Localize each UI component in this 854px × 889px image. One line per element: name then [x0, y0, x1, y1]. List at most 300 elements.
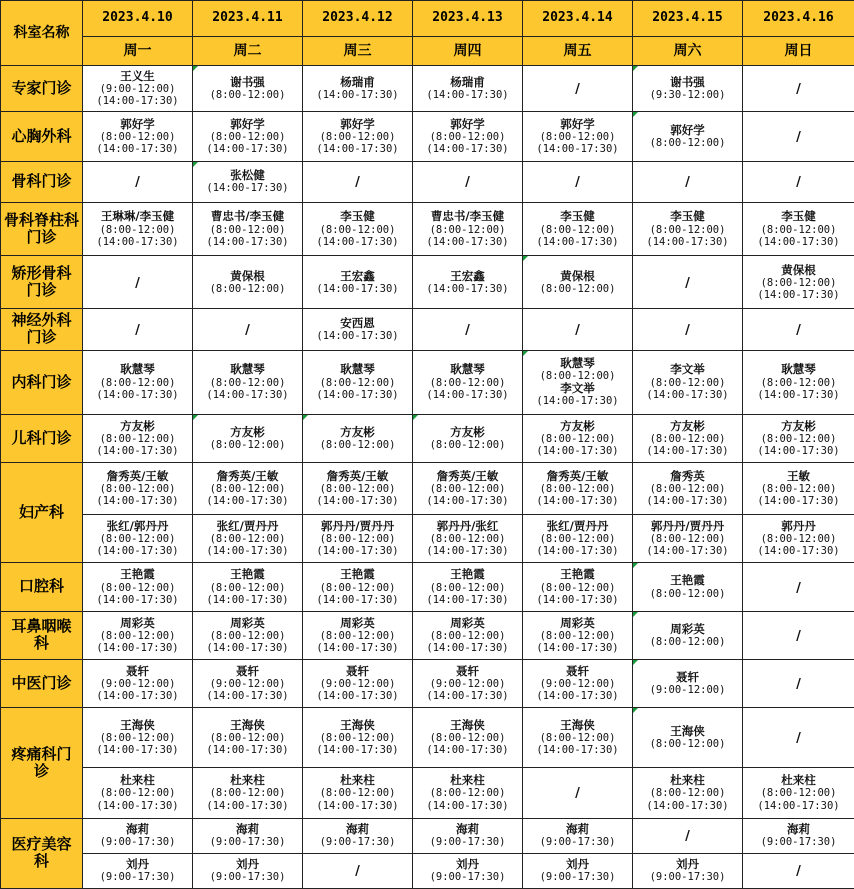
doctor-name: 黄保根	[230, 268, 265, 283]
schedule-cell	[193, 659, 303, 707]
dept-name-text: 医疗美容科	[11, 835, 72, 871]
doctor-name: 海莉	[566, 821, 589, 836]
time-slot: (14:00-17:30)	[206, 690, 289, 703]
time-slot: (8:00-12:00)	[99, 732, 176, 745]
date-header: 2023.4.14	[523, 1, 633, 37]
time-slot: (14:00-17:30)	[757, 388, 840, 401]
schedule-row	[1, 66, 854, 112]
time-slot: (8:00-12:00)	[760, 483, 837, 496]
doctor-name: 张红/贾丹丹	[216, 519, 279, 534]
schedule-row	[1, 112, 854, 161]
schedule-cell	[523, 202, 633, 255]
time-slot: (14:00-17:30)	[96, 641, 179, 654]
time-slot: (9:00-17:30)	[539, 871, 616, 884]
doctor-name: 杜来柱	[781, 773, 816, 788]
schedule-cell	[193, 256, 303, 309]
schedule-cell	[193, 611, 303, 659]
dept-name	[1, 708, 83, 818]
dept-name: 心胸外科	[1, 112, 83, 161]
empty-slot-slash: /	[135, 275, 140, 291]
schedule-cell	[743, 818, 854, 853]
schedule-cell	[193, 853, 303, 888]
time-slot: (8:00-12:00)	[319, 629, 396, 642]
schedule-cell	[413, 202, 523, 255]
time-slot: (8:00-12:00)	[99, 223, 176, 236]
schedule-cell	[633, 350, 743, 414]
doctor-name: 方友彬	[560, 418, 595, 433]
time-slot: (14:00-17:30)	[536, 641, 619, 654]
schedule-cell	[193, 708, 303, 768]
time-slot: (14:00-17:30)	[536, 593, 619, 606]
schedule-body	[1, 1, 854, 889]
time-slot: (14:00-17:30)	[426, 235, 509, 248]
doctor-name: 聂轩	[236, 663, 259, 678]
time-slot: (14:00-17:30)	[426, 690, 509, 703]
doctor-name: 詹秀英/王敏	[326, 468, 389, 483]
schedule-cell	[413, 818, 523, 853]
schedule-row	[1, 563, 854, 611]
time-slot: (14:00-17:30)	[316, 282, 399, 295]
time-slot: (14:00-17:30)	[646, 388, 729, 401]
schedule-cell	[743, 463, 854, 515]
schedule-cell	[413, 515, 523, 563]
empty-slot-slash: /	[796, 175, 801, 191]
empty-slot-slash: /	[245, 322, 250, 338]
doctor-name: 王艳霞	[560, 567, 595, 582]
time-slot: (14:00-17:30)	[96, 95, 179, 108]
doctor-name: 杜来柱	[230, 773, 265, 788]
time-slot: (8:00-12:00)	[649, 533, 726, 546]
doctor-name: 黄保根	[560, 268, 595, 283]
schedule-cell	[413, 611, 523, 659]
schedule-cell	[523, 515, 633, 563]
time-slot: (14:00-17:30)	[536, 445, 619, 457]
schedule-cell	[743, 350, 854, 414]
schedule-cell	[523, 659, 633, 707]
weekday-header: 周三	[303, 37, 413, 66]
time-slot: (14:00-17:30)	[316, 641, 399, 654]
time-slot: (8:00-12:00)	[319, 376, 396, 389]
schedule-row	[1, 463, 854, 515]
date-header: 2023.4.16	[743, 1, 854, 37]
time-slot: (8:00-12:00)	[429, 581, 506, 594]
time-slot: (8:00-12:00)	[99, 483, 176, 496]
dept-name: 中医门诊	[1, 659, 83, 707]
doctor-name: 方友彬	[670, 418, 705, 433]
dept-name	[1, 818, 83, 888]
time-slot: (8:00-12:00)	[539, 282, 616, 295]
time-slot: (8:00-12:00)	[429, 629, 506, 642]
doctor-name: 杨瑞甫	[340, 75, 375, 90]
schedule-cell	[633, 256, 743, 309]
schedule-row	[1, 659, 854, 707]
time-slot: (8:00-12:00)	[319, 533, 396, 546]
schedule-cell	[83, 161, 193, 202]
schedule-cell	[83, 414, 193, 462]
schedule-cell	[523, 161, 633, 202]
time-slot: (8:00-12:00)	[429, 223, 506, 236]
schedule-cell	[523, 853, 633, 888]
time-slot: (14:00-17:30)	[536, 395, 619, 408]
schedule-cell	[633, 161, 743, 202]
dept-header: 科室名称	[1, 1, 83, 66]
doctor-name: 耿慧琴	[230, 362, 265, 377]
doctor-name: 谢书强	[230, 75, 265, 90]
doctor-name: 杜来柱	[120, 773, 155, 788]
weekday-header: 周四	[413, 37, 523, 66]
doctor-name: 詹秀英/王敏	[546, 468, 609, 483]
time-slot: (8:00-12:00)	[649, 432, 726, 445]
time-slot: (14:00-17:30)	[426, 641, 509, 654]
schedule-cell	[193, 66, 303, 112]
time-slot: (14:00-17:30)	[757, 235, 840, 248]
schedule-cell	[303, 350, 413, 414]
time-slot: (14:00-17:30)	[206, 799, 289, 812]
date-header: 2023.4.15	[633, 1, 743, 37]
doctor-name: 詹秀英	[670, 468, 705, 483]
schedule-row	[1, 161, 854, 202]
time-slot: (8:00-12:00)	[539, 370, 616, 383]
time-slot: (8:00-12:00)	[319, 438, 396, 451]
doctor-name: 李玉健	[781, 209, 816, 224]
weekday-header: 周六	[633, 37, 743, 66]
time-slot: (14:00-17:30)	[206, 388, 289, 401]
schedule-cell	[523, 708, 633, 768]
doctor-name: 李文举	[560, 381, 595, 396]
schedule-cell	[193, 463, 303, 515]
doctor-name: 耿慧琴	[340, 362, 375, 377]
schedule-cell	[83, 66, 193, 112]
schedule-cell	[83, 202, 193, 255]
schedule-cell	[303, 112, 413, 161]
time-slot: (14:00-17:30)	[316, 235, 399, 248]
time-slot: (14:00-17:30)	[96, 593, 179, 606]
time-slot: (14:00-17:30)	[206, 593, 289, 606]
schedule-cell	[523, 309, 633, 350]
doctor-name: 郭好学	[230, 116, 265, 131]
schedule-cell	[743, 853, 854, 888]
schedule-cell	[303, 256, 413, 309]
doctor-name: 方友彬	[340, 424, 375, 439]
empty-slot-slash: /	[796, 82, 801, 98]
schedule-cell	[83, 659, 193, 707]
schedule-cell	[83, 708, 193, 768]
time-slot: (9:00-17:30)	[760, 836, 837, 849]
time-slot: (8:00-12:00)	[99, 376, 176, 389]
time-slot: (14:00-17:30)	[426, 744, 509, 757]
schedule-cell	[303, 515, 413, 563]
time-slot: (9:00-12:00)	[429, 677, 506, 690]
time-slot: (14:00-17:30)	[316, 744, 399, 757]
dept-name-text: 矫形骨科门诊	[11, 263, 72, 300]
time-slot: (14:00-17:30)	[316, 495, 399, 508]
schedule-cell	[303, 708, 413, 768]
time-slot: (8:00-12:00)	[539, 223, 616, 236]
schedule-cell	[303, 611, 413, 659]
time-slot: (8:00-12:00)	[319, 483, 396, 496]
schedule-cell	[523, 112, 633, 161]
doctor-name: 谢书强	[670, 75, 705, 90]
schedule-cell	[83, 563, 193, 611]
time-slot: (8:00-12:00)	[649, 483, 726, 496]
doctor-name: 海莉	[787, 821, 810, 836]
doctor-name: 聂轩	[676, 669, 699, 684]
empty-slot-slash: /	[135, 322, 140, 338]
doctor-name: 王海侠	[560, 718, 595, 732]
schedule-cell	[413, 853, 523, 888]
time-slot: (8:00-12:00)	[429, 533, 506, 546]
empty-slot-slash: /	[685, 322, 690, 338]
doctor-name: 郭好学	[450, 116, 485, 131]
time-slot: (9:00-17:30)	[649, 871, 726, 884]
doctor-name: 聂轩	[346, 663, 369, 678]
schedule-cell	[523, 256, 633, 309]
time-slot: (14:00-17:30)	[757, 545, 840, 558]
time-slot: (8:00-12:00)	[319, 732, 396, 745]
schedule-cell	[633, 309, 743, 350]
empty-slot-slash: /	[685, 275, 690, 291]
dept-name: 内科门诊	[1, 350, 83, 414]
empty-slot-slash: /	[796, 628, 801, 644]
time-slot: (14:00-17:30)	[96, 388, 179, 401]
time-slot: (9:00-17:30)	[429, 836, 506, 849]
schedule-cell	[83, 818, 193, 853]
weekday-header: 周二	[193, 37, 303, 66]
time-slot: (9:00-12:00)	[99, 677, 176, 690]
schedule-cell	[633, 818, 743, 853]
schedule-cell	[83, 256, 193, 309]
doctor-name: 张红/贾丹丹	[546, 519, 609, 534]
schedule-cell	[743, 611, 854, 659]
time-slot: (9:00-12:00)	[539, 677, 616, 690]
time-slot: (8:00-12:00)	[539, 533, 616, 546]
time-slot: (8:00-12:00)	[649, 587, 726, 600]
doctor-name: 曹忠书/李玉健	[430, 209, 505, 224]
schedule-cell	[193, 768, 303, 818]
schedule-cell	[633, 853, 743, 888]
schedule-cell	[413, 708, 523, 768]
schedule-cell	[303, 309, 413, 350]
doctor-name: 王海侠	[450, 718, 485, 732]
doctor-name: 曹忠书/李玉健	[210, 209, 285, 224]
time-slot: (14:00-17:30)	[757, 445, 840, 457]
schedule-row	[1, 350, 854, 414]
time-slot: (14:00-17:30)	[206, 744, 289, 757]
time-slot: (14:00-17:30)	[536, 235, 619, 248]
dept-name	[1, 309, 83, 350]
doctor-name: 詹秀英/王敏	[436, 468, 499, 483]
schedule-cell	[633, 202, 743, 255]
doctor-name: 刘丹	[566, 857, 589, 872]
empty-slot-slash: /	[575, 786, 580, 802]
doctor-name: 李玉健	[560, 209, 595, 224]
time-slot: (8:00-12:00)	[99, 787, 176, 800]
doctor-name: 耿慧琴	[120, 362, 155, 377]
time-slot: (8:00-12:00)	[760, 533, 837, 546]
time-slot: (8:00-12:00)	[539, 629, 616, 642]
header-date-row	[1, 1, 854, 37]
time-slot: (14:00-17:30)	[96, 495, 179, 508]
schedule-cell	[633, 563, 743, 611]
doctor-name: 耿慧琴	[781, 362, 816, 377]
doctor-name: 王敏	[787, 468, 810, 483]
dept-name-text: 神经外科门诊	[11, 311, 72, 347]
time-slot: (14:00-17:30)	[316, 330, 399, 342]
weekday-header: 周五	[523, 37, 633, 66]
schedule-cell	[743, 112, 854, 161]
time-slot: (8:00-12:00)	[760, 376, 837, 389]
time-slot: (8:00-12:00)	[209, 581, 286, 594]
doctor-name: 郭丹丹/张红	[436, 519, 499, 534]
doctor-name: 周彩英	[120, 615, 155, 630]
schedule-cell	[743, 202, 854, 255]
doctor-name: 刘丹	[456, 857, 479, 872]
doctor-name: 杜来柱	[450, 773, 485, 788]
time-slot: (8:00-12:00)	[209, 732, 286, 745]
time-slot: (9:00-12:00)	[649, 684, 726, 697]
schedule-cell	[413, 463, 523, 515]
time-slot: (8:00-12:00)	[429, 483, 506, 496]
empty-slot-slash: /	[575, 82, 580, 98]
time-slot: (9:00-17:30)	[99, 836, 176, 849]
schedule-cell	[523, 66, 633, 112]
doctor-name: 海莉	[456, 821, 479, 836]
schedule-cell	[303, 768, 413, 818]
doctor-name: 李文举	[670, 362, 705, 377]
empty-slot-slash: /	[796, 580, 801, 596]
doctor-name: 詹秀英/王敏	[216, 468, 279, 483]
time-slot: (8:00-12:00)	[429, 732, 506, 745]
schedule-cell	[633, 611, 743, 659]
time-slot: (8:00-12:00)	[319, 131, 396, 144]
time-slot: (8:00-12:00)	[539, 432, 616, 445]
doctor-name: 郭丹丹/贾丹丹	[320, 519, 395, 534]
schedule-cell	[743, 309, 854, 350]
schedule-cell	[633, 708, 743, 768]
schedule-cell	[193, 350, 303, 414]
schedule-cell	[743, 414, 854, 462]
doctor-name: 王宏鑫	[450, 268, 485, 283]
time-slot: (8:00-12:00)	[539, 581, 616, 594]
time-slot: (14:00-17:30)	[206, 495, 289, 508]
doctor-name: 王宏鑫	[340, 268, 375, 283]
doctor-name: 郭丹丹/贾丹丹	[650, 519, 725, 534]
schedule-cell	[303, 818, 413, 853]
time-slot: (8:00-12:00)	[99, 131, 176, 144]
doctor-name: 杜来柱	[670, 773, 705, 788]
dept-name: 口腔科	[1, 563, 83, 611]
schedule-cell	[523, 611, 633, 659]
schedule-cell	[193, 309, 303, 350]
time-slot: (9:00-17:30)	[209, 871, 286, 884]
time-slot: (8:00-12:00)	[649, 137, 726, 150]
time-slot: (8:00-12:00)	[539, 131, 616, 144]
time-slot: (8:00-12:00)	[99, 533, 176, 546]
schedule-cell	[633, 515, 743, 563]
time-slot: (9:00-17:30)	[539, 836, 616, 849]
schedule-cell	[413, 112, 523, 161]
weekday-header: 周一	[83, 37, 193, 66]
schedule-cell	[413, 161, 523, 202]
time-slot: (14:00-17:30)	[96, 545, 179, 558]
doctor-name: 詹秀英/王敏	[106, 468, 169, 483]
dept-name-text: 疼痛科门诊	[11, 744, 72, 780]
header-weekday-row	[1, 37, 854, 66]
time-slot: (8:00-12:00)	[760, 787, 837, 800]
doctor-name: 郭好学	[670, 122, 705, 137]
empty-slot-slash: /	[685, 175, 690, 191]
time-slot: (14:00-17:30)	[316, 799, 399, 812]
doctor-name: 刘丹	[676, 857, 699, 872]
doctor-name: 王海侠	[340, 718, 375, 732]
time-slot: (8:00-12:00)	[99, 581, 176, 594]
schedule-row	[1, 708, 854, 768]
time-slot: (8:00-12:00)	[539, 483, 616, 496]
schedule-row	[1, 853, 854, 888]
dept-name: 妇产科	[1, 463, 83, 563]
schedule-cell	[83, 463, 193, 515]
time-slot: (8:00-12:00)	[760, 223, 837, 236]
doctor-name: 安西恩	[340, 315, 375, 330]
doctor-name: 黄保根	[781, 262, 816, 277]
time-slot: (14:00-17:30)	[426, 495, 509, 508]
time-slot: (9:00-12:00)	[209, 677, 286, 690]
time-slot: (8:00-12:00)	[429, 131, 506, 144]
time-slot: (9:00-17:30)	[319, 836, 396, 849]
doctor-name: 张红/郭丹丹	[106, 519, 169, 534]
schedule-row	[1, 818, 854, 853]
empty-slot-slash: /	[796, 130, 801, 146]
dept-name	[1, 256, 83, 309]
time-slot: (14:00-17:30)	[646, 445, 729, 457]
time-slot: (8:00-12:00)	[319, 223, 396, 236]
time-slot: (14:00-17:30)	[96, 445, 179, 457]
doctor-name: 周彩英	[450, 615, 485, 630]
doctor-name: 方友彬	[781, 418, 816, 433]
doctor-name: 王艳霞	[670, 573, 705, 588]
time-slot: (9:00-17:30)	[429, 871, 506, 884]
schedule-cell	[303, 161, 413, 202]
time-slot: (14:00-17:30)	[316, 690, 399, 703]
doctor-name: 郭好学	[120, 116, 155, 131]
time-slot: (14:00-17:30)	[206, 641, 289, 654]
doctor-name: 王海侠	[670, 724, 705, 739]
schedule-cell	[633, 768, 743, 818]
schedule-cell	[83, 853, 193, 888]
time-slot: (14:00-17:30)	[96, 690, 179, 703]
schedule-row	[1, 768, 854, 818]
date-header: 2023.4.11	[193, 1, 303, 37]
time-slot: (14:00-17:30)	[316, 593, 399, 606]
time-slot: (14:00-17:30)	[536, 744, 619, 757]
time-slot: (8:00-12:00)	[209, 282, 286, 295]
time-slot: (14:00-17:30)	[426, 593, 509, 606]
schedule-cell	[633, 463, 743, 515]
date-header: 2023.4.13	[413, 1, 523, 37]
time-slot: (9:00-17:30)	[209, 836, 286, 849]
schedule-cell	[83, 768, 193, 818]
time-slot: (8:00-12:00)	[539, 732, 616, 745]
time-slot: (8:00-12:00)	[649, 223, 726, 236]
time-slot: (14:00-17:30)	[426, 143, 509, 156]
empty-slot-slash: /	[796, 676, 801, 692]
doctor-name: 方友彬	[450, 424, 485, 439]
doctor-name: 王艳霞	[450, 567, 485, 582]
schedule-cell	[633, 659, 743, 707]
date-header: 2023.4.10	[83, 1, 193, 37]
empty-slot-slash: /	[685, 829, 690, 845]
doctor-name: 刘丹	[236, 857, 259, 872]
